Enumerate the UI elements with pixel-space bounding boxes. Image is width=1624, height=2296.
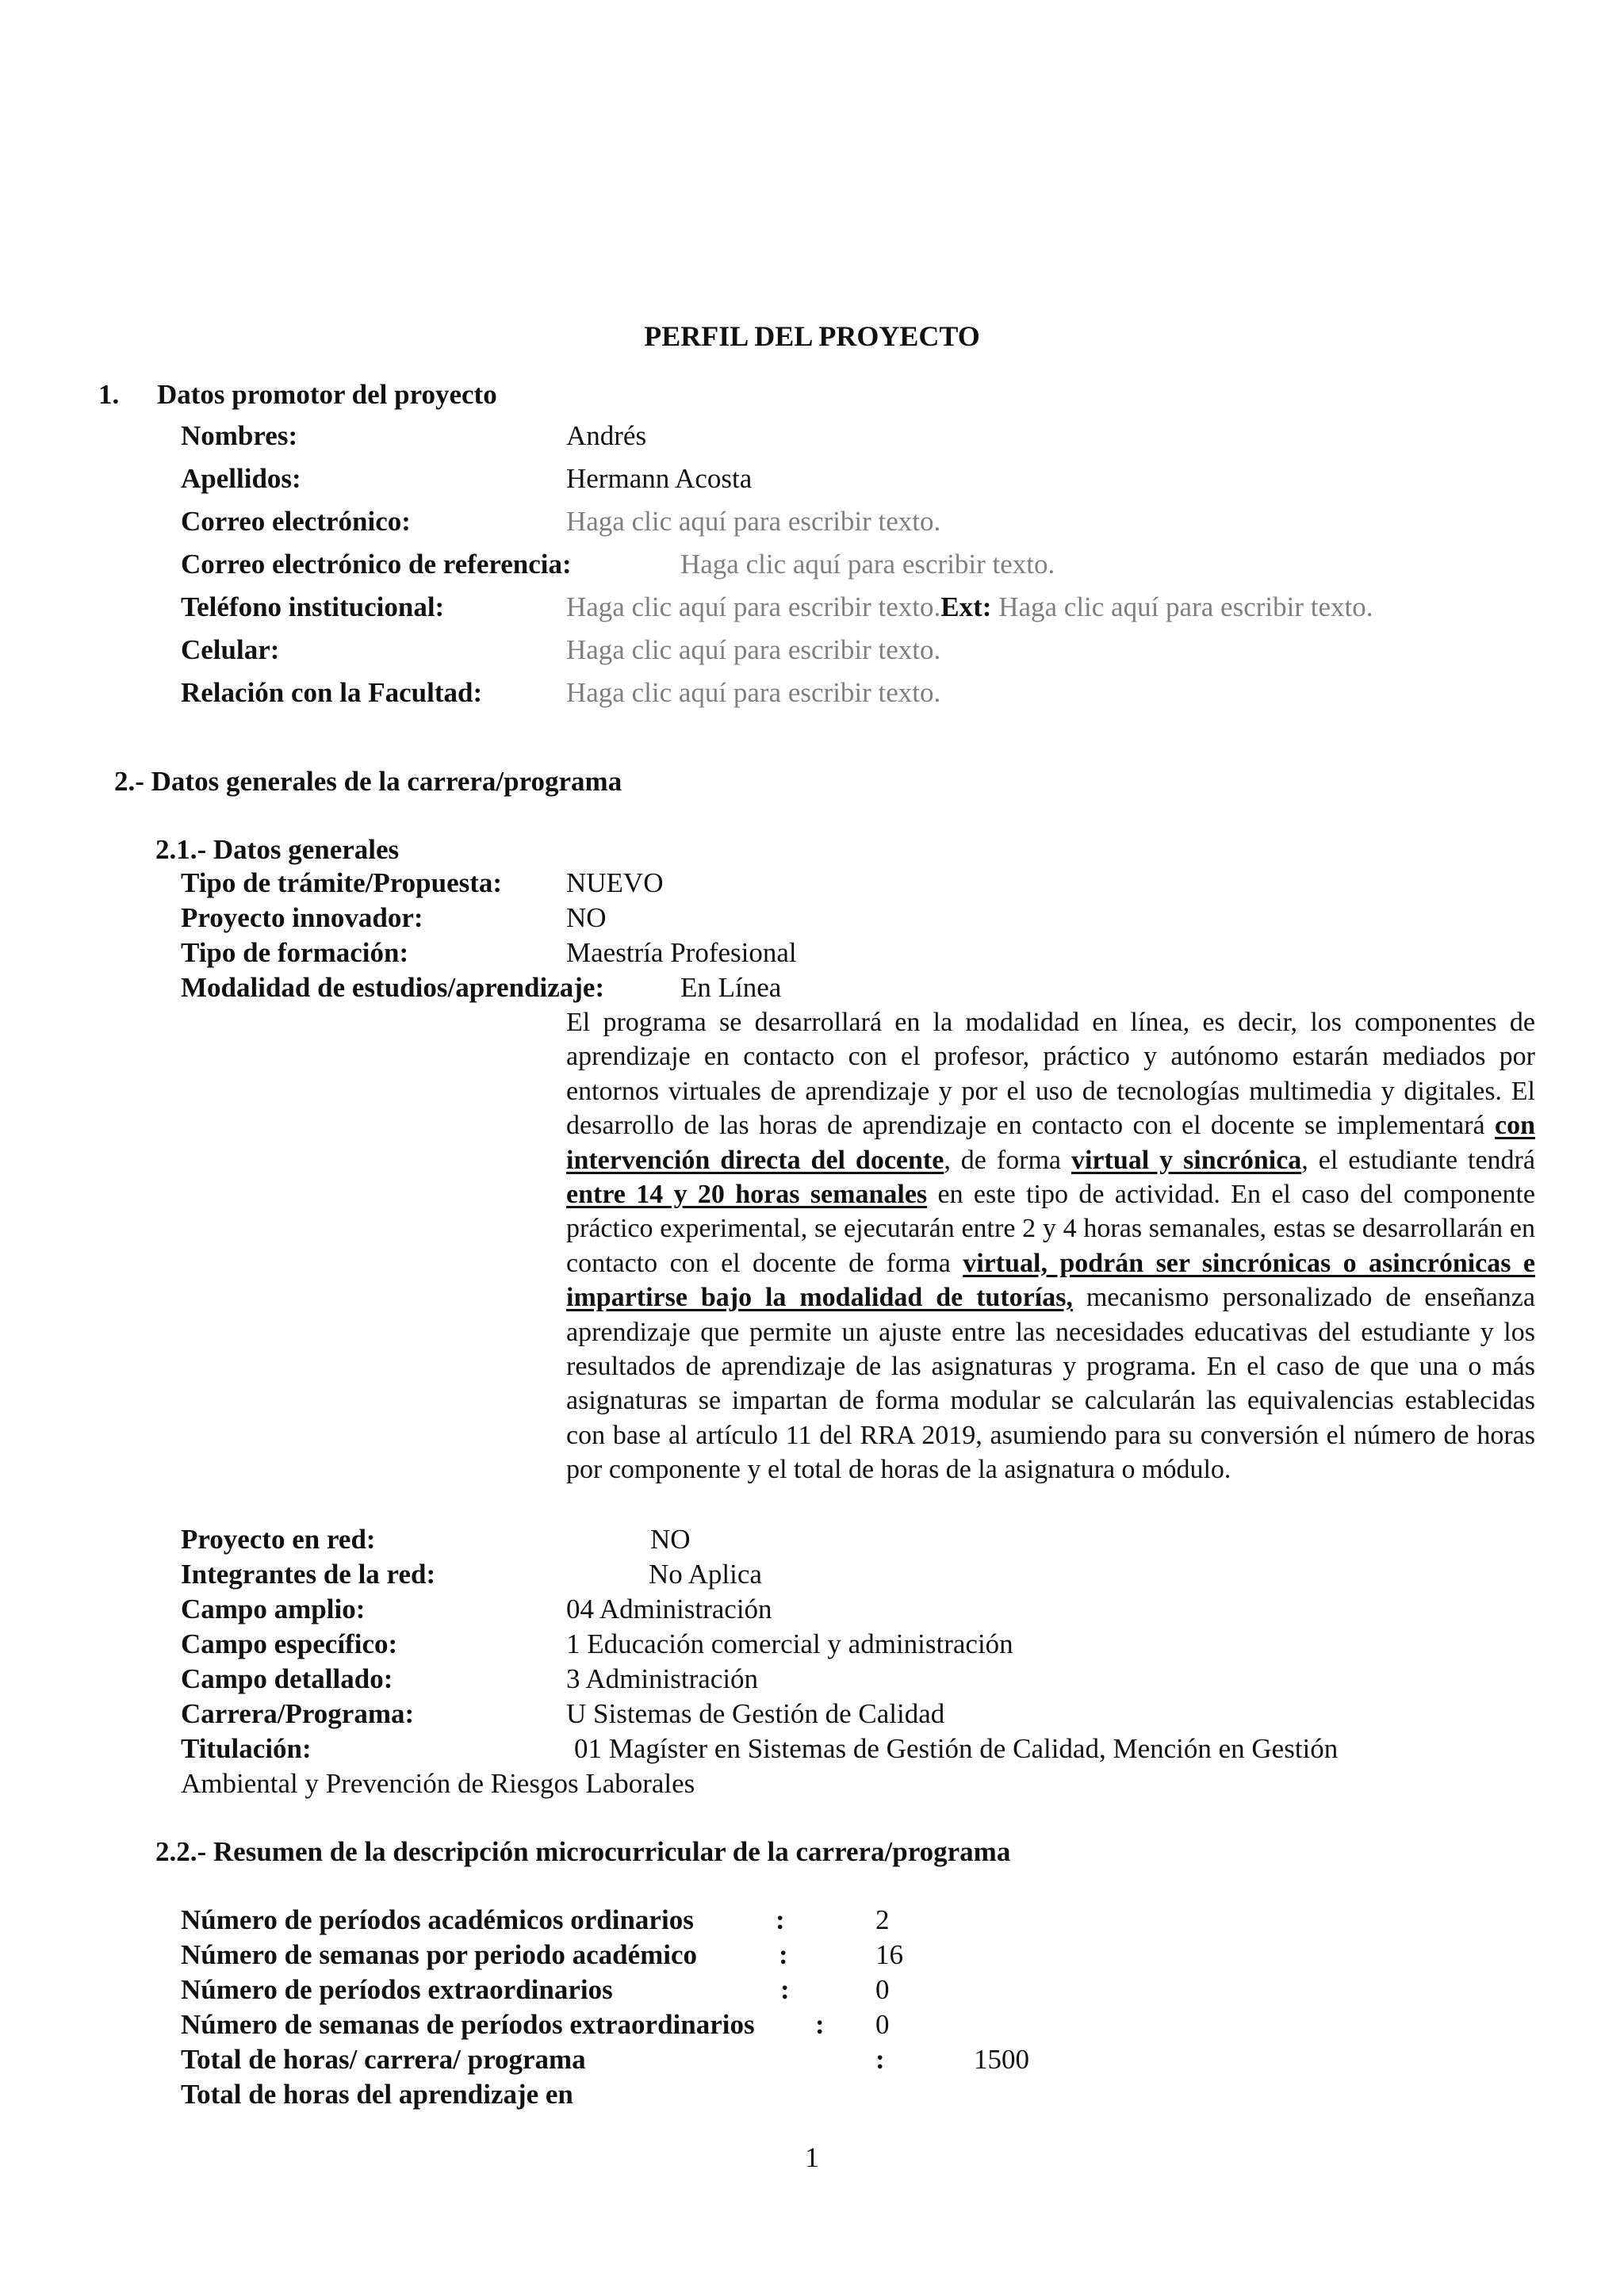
summary-row-label: Número de períodos extraordinarios	[181, 1974, 613, 2005]
relacion-label: Relación con la Facultad:	[181, 677, 483, 708]
correo-field[interactable]: Haga clic aquí para escribir texto.	[566, 506, 941, 537]
nombres-value: Andrés	[566, 420, 647, 451]
summary-row-label: Total de horas del aprendizaje en	[181, 2079, 573, 2110]
carrera-value: U Sistemas de Gestión de Calidad	[566, 1698, 945, 1729]
ext-label: Ext:	[940, 591, 992, 622]
en-red-value: NO	[650, 1524, 691, 1555]
summary-row-label: Total de horas/ carrera/ programa	[181, 2044, 586, 2075]
section-1-heading: Datos promotor del proyecto	[157, 379, 497, 410]
description-emphasis-1: con intervención directa del docente	[566, 1111, 1535, 1175]
modalidad-label: Modalidad de estudios/aprendizaje:	[181, 972, 605, 1003]
integrantes-value: No Aplica	[649, 1559, 762, 1590]
subsection-2-1-heading: 2.1.- Datos generales	[155, 834, 400, 865]
description-text-5: mecanismo personalizado de enseñanza aprendizaje que permite un ajuste entre las necesidades educativas del estudiante y los resultados de aprendizaje de las asignaturas y programa. En el caso de que una o más asignaturas se impartan de forma modular se calcularán las equivalencias establecidas con base al artículo 11 del RRA 2019, asumiendo para su conversión el número de horas por componente y el total de horas de la asignatura o módulo.	[566, 1283, 1535, 1485]
titulacion-value: 01 Magíster en Sistemas de Gestión de Calidad, Mención en Gestión	[574, 1733, 1339, 1764]
integrantes-label: Integrantes de la red:	[181, 1559, 436, 1590]
section-2-heading: 2.- Datos generales de la carrera/programa	[114, 766, 622, 797]
campo-especifico-label: Campo específico:	[181, 1628, 398, 1659]
summary-row-label: Número de períodos académicos ordinarios	[181, 1904, 694, 1935]
summary-row-colon: :	[779, 1939, 788, 1970]
subsection-2-2-heading: 2.2.- Resumen de la descripción microcurricular de la carrera/programa	[155, 1836, 1011, 1867]
tipo-tramite-value: NUEVO	[566, 867, 664, 898]
page-number: 1	[805, 2141, 819, 2173]
correo-referencia-field[interactable]: Haga clic aquí para escribir texto.	[680, 549, 1055, 580]
description-text-3: , el estudiante tendrá	[1301, 1145, 1535, 1175]
tipo-formacion-label: Tipo de formación:	[181, 937, 409, 968]
innovador-value: NO	[566, 902, 607, 933]
description-emphasis-3: entre 14 y 20 horas semanales	[566, 1180, 928, 1210]
summary-row-value: 0	[875, 2009, 890, 2040]
campo-especifico-value: 1 Educación comercial y administración	[566, 1628, 1013, 1659]
celular-label: Celular:	[181, 634, 280, 665]
description-text-2: , de forma	[944, 1145, 1071, 1175]
carrera-label: Carrera/Programa:	[181, 1698, 415, 1729]
description-emphasis-2: virtual y sincrónica	[1071, 1145, 1302, 1175]
modalidad-description	[566, 1005, 1535, 1487]
summary-row-colon: :	[875, 2044, 885, 2075]
tipo-tramite-label: Tipo de trámite/Propuesta:	[181, 867, 503, 898]
ext-field[interactable]: Haga clic aquí para escribir texto.	[998, 591, 1373, 622]
summary-row-value: 1500	[974, 2044, 1029, 2075]
section-1-number: 1.	[98, 379, 120, 410]
tipo-formacion-value: Maestría Profesional	[566, 937, 797, 968]
titulacion-label: Titulación:	[181, 1733, 312, 1764]
page-title: PERFIL DEL PROYECTO	[644, 320, 980, 352]
modalidad-value: En Línea	[680, 972, 782, 1003]
en-red-label: Proyecto en red:	[181, 1524, 376, 1555]
nombres-label: Nombres:	[181, 420, 298, 451]
summary-row-colon: :	[776, 1904, 785, 1935]
correo-referencia-label: Correo electrónico de referencia:	[181, 549, 572, 580]
description-emphasis-4: virtual, podrán ser sincrónicas o asincrónicas e impartirse bajo la modalidad de tutorías,	[566, 1248, 1535, 1313]
summary-row-colon: :	[780, 1974, 790, 2005]
summary-row-value: 16	[875, 1939, 903, 1970]
campo-detallado-value: 3 Administración	[566, 1663, 759, 1694]
campo-amplio-label: Campo amplio:	[181, 1594, 366, 1624]
telefono-field[interactable]: Haga clic aquí para escribir texto.	[566, 591, 941, 622]
apellidos-label: Apellidos:	[181, 463, 301, 494]
celular-field[interactable]: Haga clic aquí para escribir texto.	[566, 634, 941, 665]
titulacion-continuation: Ambiental y Prevención de Riesgos Laborales	[181, 1768, 695, 1799]
correo-label: Correo electrónico:	[181, 506, 411, 537]
telefono-line	[566, 590, 1373, 625]
summary-row-label: Número de semanas por periodo académico	[181, 1939, 698, 1970]
summary-row-value: 0	[875, 1974, 890, 2005]
campo-amplio-value: 04 Administración	[566, 1594, 772, 1624]
summary-row-value: 2	[875, 1904, 890, 1935]
innovador-label: Proyecto innovador:	[181, 902, 423, 933]
summary-row-colon: :	[815, 2009, 825, 2040]
relacion-field[interactable]: Haga clic aquí para escribir texto.	[566, 677, 941, 708]
campo-detallado-label: Campo detallado:	[181, 1663, 393, 1694]
apellidos-value: Hermann Acosta	[566, 463, 753, 494]
telefono-label: Teléfono institucional:	[181, 591, 445, 622]
summary-row-label: Número de semanas de períodos extraordinarios	[181, 2009, 755, 2040]
description-text-1: El programa se desarrollará en la modalidad en línea, es decir, los componentes de aprendizaje en contacto con el profesor, práctico y autónomo estarán mediados por entornos virtuales de aprendizaje y por el uso de tecnologías multimedia y digitales. El desarrollo de las horas de aprendizaje en contacto con el docente se implementará	[566, 1008, 1535, 1141]
description-text-4: en este tipo de actividad. En el caso del componente práctico experimental, se ejecutarán entre 2 y 4 horas semanales, estas se desarrollarán en contacto con el docente de forma	[566, 1180, 1535, 1278]
